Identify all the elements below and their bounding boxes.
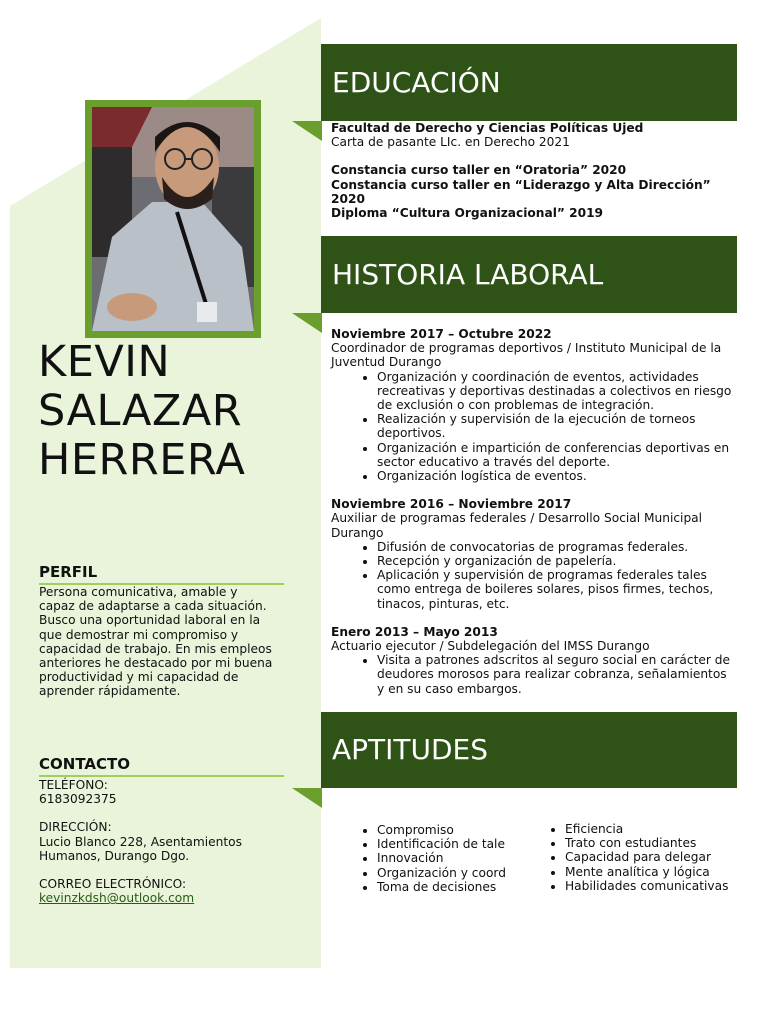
job-task-list — [331, 370, 736, 484]
education-school: Facultad de Derecho y Ciencias Políticas Ujed — [331, 121, 644, 135]
skill-item: • Compromiso — [377, 823, 510, 837]
skills-column-right — [520, 822, 740, 893]
skill-item: • Eficiencia — [565, 822, 740, 836]
contact-heading: CONTACTO — [39, 755, 284, 777]
education-heading: EDUCACIÓN — [332, 65, 501, 99]
job-period: Enero 2013 – Mayo 2013 — [331, 624, 498, 639]
job-task: • Difusión de convocatorias de programas federales. — [377, 540, 736, 554]
name-line-first: KEVIN — [38, 337, 171, 387]
job-task: • Organización e impartición de conferencias deportivas en sector educativo a través del deporte. — [377, 441, 736, 469]
address-line-2: Humanos, Durango Dgo. — [39, 848, 190, 863]
profile-photo — [92, 107, 254, 331]
profile-heading: PERFIL — [39, 563, 284, 585]
job-title: Auxiliar de programas federales / Desarrollo Social Municipal Durango — [331, 511, 703, 540]
job-title: Actuario ejecutor / Subdelegación del IMSS Durango — [331, 639, 650, 654]
job-task: • Recepción y organización de papelería. — [377, 554, 736, 568]
skill-item: • Innovación — [377, 851, 510, 865]
phone-value: 6183092375 — [39, 792, 117, 807]
name-line-second: SALAZAR — [38, 386, 243, 436]
education-course: Diploma “Cultura Organizacional” 2019 — [331, 206, 604, 221]
education-course: Constancia curso taller en “Liderazgo y Alta Dirección” 2020 — [331, 177, 711, 206]
skill-item: • Capacidad para delegar — [565, 850, 740, 864]
address-label: DIRECCIÓN: — [39, 820, 112, 835]
contact-details — [39, 778, 274, 905]
job-task: • Organización logística de eventos. — [377, 469, 736, 483]
skills-tab-marker — [292, 788, 322, 808]
profile-paragraph: Persona comunicativa, amable y capaz de adaptarse a cada situación. Busco una oportunidad laboral en la que demostrar mi compromiso y capacidad de trabajo. En mis empleos anteriores he destacado por mi buena productividad y mi capacidad de aprender rápidamente. — [39, 585, 273, 699]
job-task: • Organización y coordinación de eventos, actividades recreativas y deportivas destinadas a colectivos en riesgo de exclusión o con problemas de integración. — [377, 370, 736, 413]
education-tab-marker — [292, 121, 322, 141]
phone-label: TELÉFONO: — [39, 778, 108, 792]
skills-column-left — [332, 823, 510, 894]
skill-item: • Organización y coord — [377, 866, 510, 880]
address-line-1: Lucio Blanco 228, Asentamientos — [39, 834, 242, 849]
work-tab-marker — [292, 313, 322, 333]
education-course: Constancia curso taller en “Oratoria” 2020 — [331, 163, 627, 178]
skill-item: • Trato con estudiantes — [565, 836, 740, 850]
profile-text — [39, 585, 274, 699]
email-label: CORREO ELECTRÓNICO: — [39, 877, 187, 892]
profile-photo-frame — [85, 100, 261, 338]
skill-item: • Habilidades comunicativas — [565, 879, 740, 893]
job-title: Coordinador de programas deportivos / Instituto Municipal de la Juventud Durango — [331, 341, 722, 370]
job-task: • Aplicación y supervisión de programas federales tales como entrega de boileres solares, pisos firmes, techos, tinacos, pinturas, etc. — [377, 568, 736, 611]
job-task: • Visita a patrones adscritos al seguro social en carácter de deudores morosos para realizar cobranza, señalamientos y en su caso embargos. — [377, 653, 736, 696]
skill-item: • Mente analítica y lógica — [565, 865, 740, 879]
email-link[interactable]: kevinzkdsh@outlook.com — [39, 891, 195, 906]
education-degree: Carta de pasante LIc. en Derecho 2021 — [331, 135, 570, 150]
full-name — [38, 338, 298, 485]
skills-heading: APTITUDES — [332, 733, 489, 766]
work-history-banner — [321, 236, 737, 313]
work-history-heading: HISTORIA LABORAL — [332, 257, 604, 291]
education-content — [331, 121, 736, 220]
skills-banner — [321, 712, 737, 788]
job-task: • Realización y supervisión de la ejecución de torneos deportivos. — [377, 412, 736, 440]
name-line-third: HERRERA — [38, 435, 246, 485]
job-task-list — [331, 653, 736, 696]
job-period: Noviembre 2016 – Noviembre 2017 — [331, 497, 572, 512]
skill-item: • Identificación de tale — [377, 837, 510, 851]
job-task-list — [331, 540, 736, 611]
work-history-content — [331, 327, 736, 696]
education-banner — [321, 44, 737, 121]
skill-item: • Toma de decisiones — [377, 880, 510, 894]
job-period: Noviembre 2017 – Octubre 2022 — [331, 327, 552, 341]
